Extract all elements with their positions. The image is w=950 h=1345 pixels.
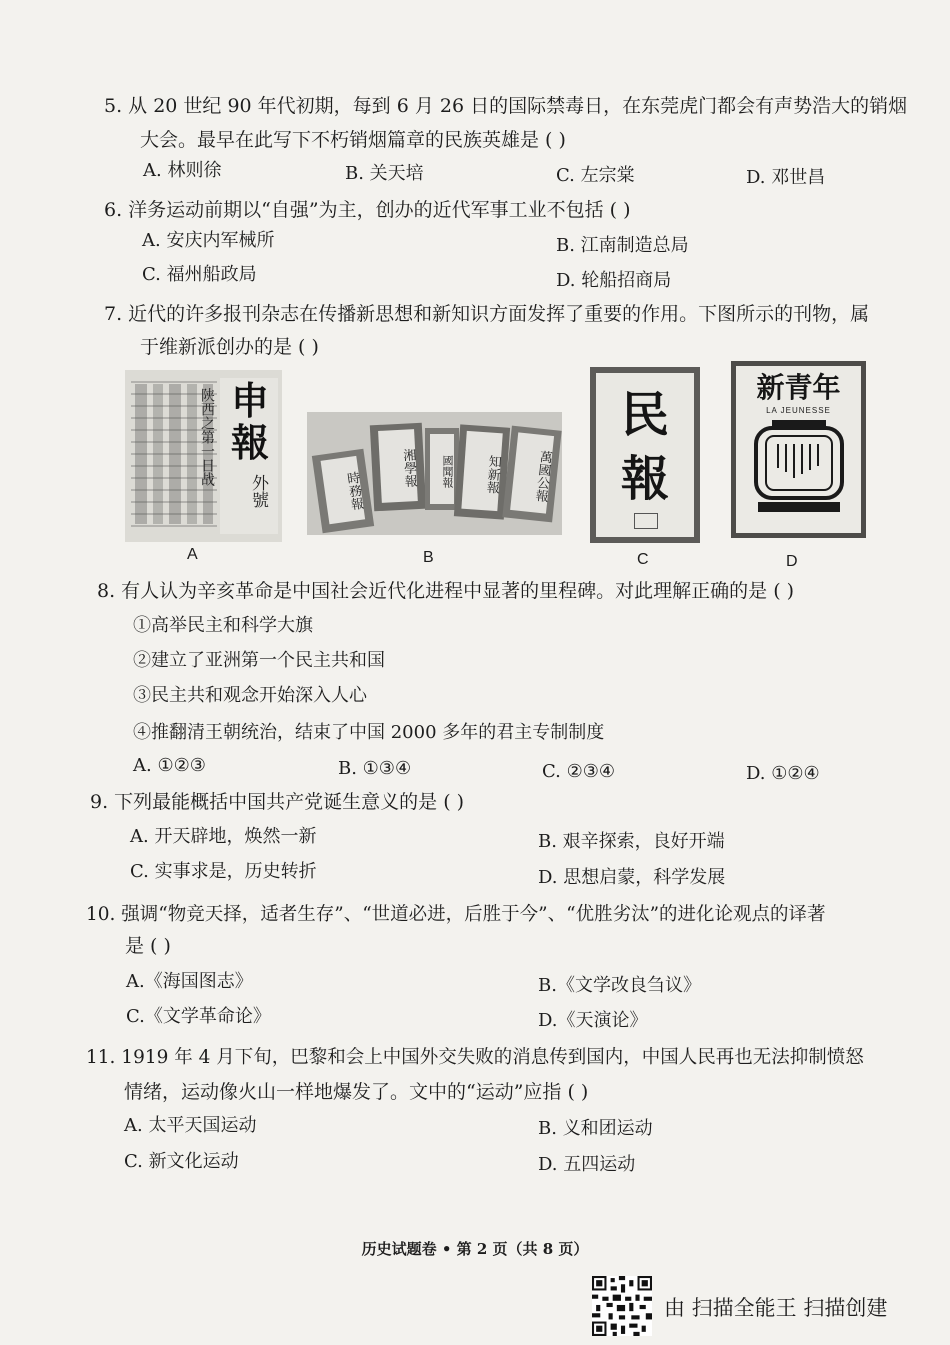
book-3 bbox=[425, 428, 459, 510]
book-5 bbox=[502, 426, 561, 523]
shenbao-title: 申報 bbox=[230, 378, 269, 465]
q8-option-b: B. ①③④ bbox=[338, 758, 412, 779]
scanner-text: 由 扫描全能王 扫描创建 bbox=[664, 1296, 888, 1320]
q11-option-d: D. 五四运动 bbox=[538, 1154, 636, 1175]
q9-option-b: B. 艰辛探索，良好开端 bbox=[538, 831, 725, 852]
q10-option-a: A.《海国图志》 bbox=[126, 971, 253, 992]
book-1-title: 時務報 bbox=[321, 456, 366, 524]
q8-stem-line1: 8. 有人认为辛亥革命是中国社会近代化进程中显著的里程碑。对此理解正确的是 ( ) bbox=[97, 580, 795, 602]
q7-caption-d: D bbox=[786, 553, 798, 570]
xinqingnian-subtitle: LA JEUNESSE bbox=[766, 406, 831, 415]
q5-option-c: C. 左宗棠 bbox=[556, 165, 635, 186]
xinqingnian-emblem bbox=[750, 418, 848, 514]
q5-option-d: D. 邓世昌 bbox=[746, 167, 826, 188]
q6-option-c: C. 福州船政局 bbox=[142, 264, 257, 285]
xinqingnian-title: 新青年 bbox=[756, 371, 841, 404]
q8-option-a: A. ①②③ bbox=[133, 755, 206, 776]
q7-stem-line2: 于维新派创办的是 ( ) bbox=[140, 336, 319, 358]
page-footer: 历史试题卷 • 第 2 页（共 8 页） bbox=[361, 1240, 589, 1258]
q7-caption-b: B bbox=[423, 549, 434, 566]
q11-option-a: A. 太平天国运动 bbox=[124, 1115, 257, 1136]
q5-option-a: A. 林则徐 bbox=[143, 160, 222, 181]
q10-option-d: D.《天演论》 bbox=[538, 1010, 648, 1031]
q8-item-4: ④推翻清王朝统治，结束了中国 2000 多年的君主专制制度 bbox=[133, 722, 605, 743]
xinqingnian-image-d bbox=[731, 361, 866, 538]
book-3-title: 國聞報 bbox=[430, 434, 454, 504]
shenbao-extra: 外號 bbox=[248, 474, 268, 508]
q5-stem-line2: 大会。最早在此写下不朽销烟篇章的民族英雄是 ( ) bbox=[140, 129, 566, 151]
book-1 bbox=[312, 449, 374, 533]
q9-option-a: A. 开天辟地，焕然一新 bbox=[130, 826, 317, 847]
book-4 bbox=[454, 424, 510, 519]
minbao-stamp bbox=[634, 513, 658, 529]
q10-option-b: B.《文学改良刍议》 bbox=[538, 975, 701, 996]
minbao-image-c bbox=[590, 367, 700, 543]
q8-option-d: D. ①②④ bbox=[746, 763, 820, 784]
q9-stem-line1: 9. 下列最能概括中国共产党诞生意义的是 ( ) bbox=[90, 791, 465, 813]
minbao-title-bottom: 報 bbox=[620, 451, 669, 507]
q5-stem-line1: 5. 从 20 世纪 90 年代初期，每到 6 月 26 日的国际禁毒日，在东莞虎门都会有声势浩大的销烟 bbox=[104, 95, 908, 117]
q10-stem-line2: 是 ( ) bbox=[125, 935, 171, 957]
q10-stem-line1: 10. 强调“物竞天择，适者生存”、“世道必进，后胜于今”、“优胜劣汰”的进化论观点的译著 bbox=[86, 904, 826, 925]
q6-stem-line1: 6. 洋务运动前期以“自强”为主，创办的近代军事工业不包括 ( ) bbox=[104, 199, 631, 221]
q9-option-c: C. 实事求是，历史转折 bbox=[130, 861, 317, 882]
q8-item-1: ①高举民主和科学大旗 bbox=[133, 615, 313, 636]
q7-caption-a: A bbox=[187, 546, 198, 563]
q11-option-b: B. 义和团运动 bbox=[538, 1118, 653, 1139]
q11-stem-line1: 11. 1919 年 4 月下旬，巴黎和会上中国外交失败的消息传到国内，中国人民再也无法抑制愤怒 bbox=[86, 1047, 864, 1068]
q11-stem-line2: 情绪，运动像火山一样地爆发了。文中的“运动”应指 ( ) bbox=[124, 1081, 589, 1103]
newspaper-image-a bbox=[125, 370, 282, 542]
q11-option-c: C. 新文化运动 bbox=[124, 1151, 239, 1172]
q8-option-c: C. ②③④ bbox=[542, 761, 615, 782]
q6-option-b: B. 江南制造总局 bbox=[556, 235, 689, 256]
q9-option-d: D. 思想启蒙，科学发展 bbox=[538, 867, 726, 888]
q7-caption-c: C bbox=[637, 551, 649, 568]
q6-option-a: A. 安庆内军械所 bbox=[142, 230, 275, 251]
book-2-title: 湘學報 bbox=[378, 429, 418, 503]
book-4-title: 知新報 bbox=[461, 431, 502, 511]
qr-code-icon bbox=[592, 1276, 652, 1336]
q6-option-d: D. 轮船招商局 bbox=[556, 270, 672, 291]
q8-item-2: ②建立了亚洲第一个民主共和国 bbox=[133, 650, 385, 671]
q8-item-3: ③民主共和观念开始深入人心 bbox=[133, 685, 367, 706]
xinqingnian-cover bbox=[736, 366, 861, 533]
q7-stem-line1: 7. 近代的许多报刊杂志在传播新思想和新知识方面发挥了重要的作用。下图所示的刊物，属 bbox=[104, 303, 870, 325]
q10-option-c: C.《文学革命论》 bbox=[126, 1006, 271, 1027]
minbao-title-top: 民 bbox=[620, 387, 669, 443]
q5-option-b: B. 关天培 bbox=[345, 163, 424, 184]
shenbao-side-text: 陕西之第一日战 bbox=[199, 388, 215, 486]
scanner-watermark bbox=[592, 1276, 932, 1336]
minbao-cover bbox=[596, 373, 694, 537]
newspapers-image-b bbox=[307, 412, 562, 535]
book-5-title: 萬國公報 bbox=[510, 432, 554, 513]
book-2 bbox=[370, 423, 426, 512]
